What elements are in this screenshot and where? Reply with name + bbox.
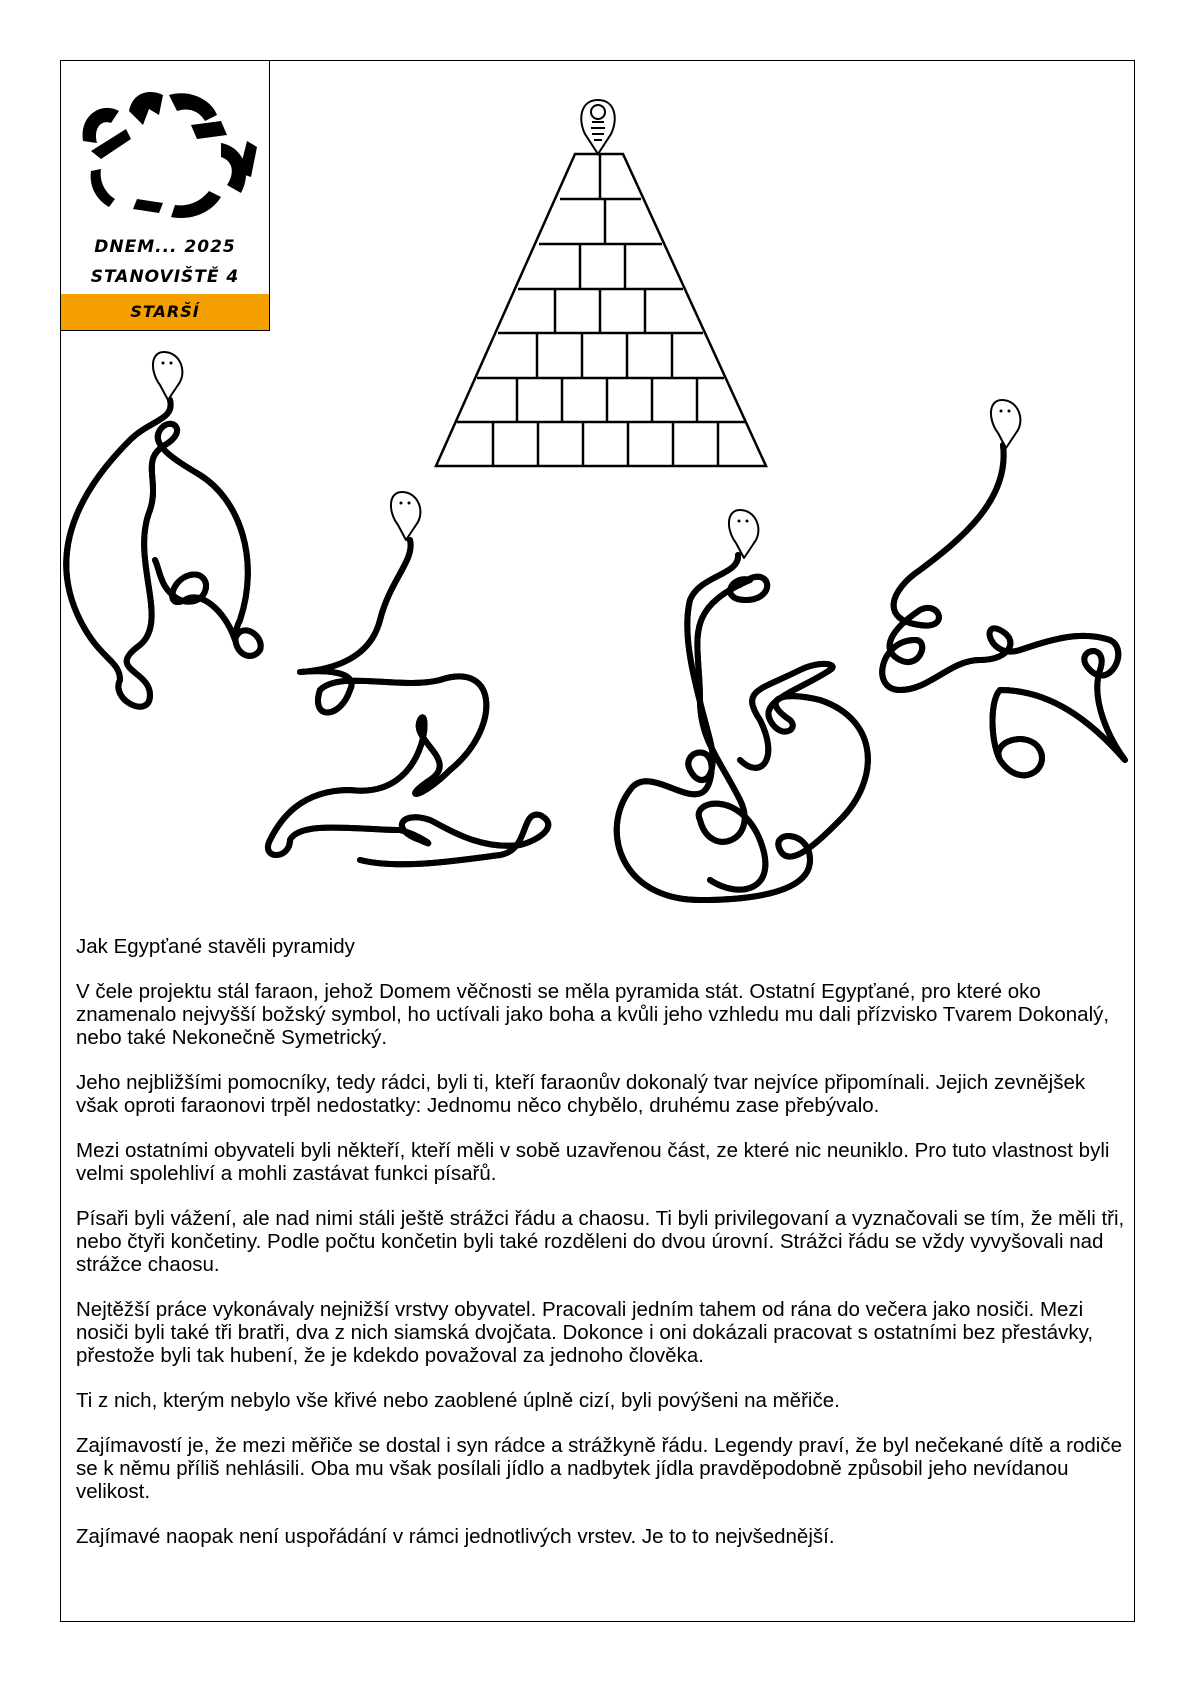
article-paragraph: Jeho nejbližšími pomocníky, tedy rádci, byli ti, kteří faraonův dokonalý tvar nejvíce připomínali. Jejich zevnějšek však oproti faraonovi trpěl nedostatky: Jednomu něco chybělo, druhému zase přebývalo.: [76, 1071, 1086, 1117]
pyramid: [436, 154, 766, 466]
logo-station: STANOVIŠTĚ 4: [90, 267, 240, 287]
category-badge: STARŠÍ: [61, 294, 269, 330]
article-paragraph: Mezi ostatními obyvateli byli někteří, kteří měli v sobě uzavřenou část, ze které nic neuniklo. Pro tuto vlastnost byli velmi spolehliví a mohli zastávat funkci písařů.: [76, 1139, 1110, 1185]
article-paragraph: V čele projektu stál faraon, jehož Domem věčnosti se měla pyramida stát. Ostatní Egypťané, pro které oko znamenalo nejvyšší božský symbol, ho uctívali jako boha a kvůli jeho vzhledu mu dali přízvisko Tvarem Dokonalý, nebo také Nekonečně Symetrický.: [76, 980, 1110, 1049]
article-paragraph: Zajímavostí je, že mezi měřiče se dostal i syn rádce a strážkyně řádu. Legendy praví, že byl nečekané dítě a rodiče se k němu příliš nehlásili. Oba mu však posílali jídlo a nadbytek jídla pravděpodobně způsobil jeho nevídanou velikost.: [76, 1434, 1123, 1503]
snake-2: [268, 492, 548, 864]
pharaoh-icon: [581, 100, 614, 154]
logo-year: DNEM... 2025: [94, 237, 236, 257]
article-paragraph: Písaři byli vážení, ale nad nimi stáli ještě strážci řádu a chaosu. Ti byli privilegovaní a vyznačovali se tím, že měli tři, nebo čtyři končetiny. Podle počtu končetin byli také rozděleni do dvou úrovní. Strážci řádu se vždy vyvyšovali nad strážce chaosu.: [76, 1207, 1125, 1276]
article-title: Jak Egypťané stavěli pyramidy: [76, 935, 355, 958]
article: [76, 935, 1128, 1570]
article-paragraph: Nejtěžší práce vykonávaly nejnižší vrstvy obyvatel. Pracovali jedním tahem od rána do večera jako nosiči. Mezi nosiči byli také tři bratři, dva z nich siamská dvojčata. Dokonce i oni dokázali pracovat s ostatními bez přestávky, přestože byli tak hubení, že je kdekdo považoval za jednoho člověka.: [76, 1298, 1094, 1367]
article-paragraph: Ti z nich, kterým nebylo vše křivé nebo zaoblené úplně cizí, byli povýšeni na měřiče.: [76, 1389, 840, 1412]
snake-3: [617, 510, 868, 900]
snake-4: [882, 400, 1125, 775]
snake-1: [66, 352, 260, 707]
article-paragraph: Zajímavé naopak není uspořádání v rámci jednotlivých vrstev. Je to to nejvšednější.: [76, 1525, 835, 1548]
